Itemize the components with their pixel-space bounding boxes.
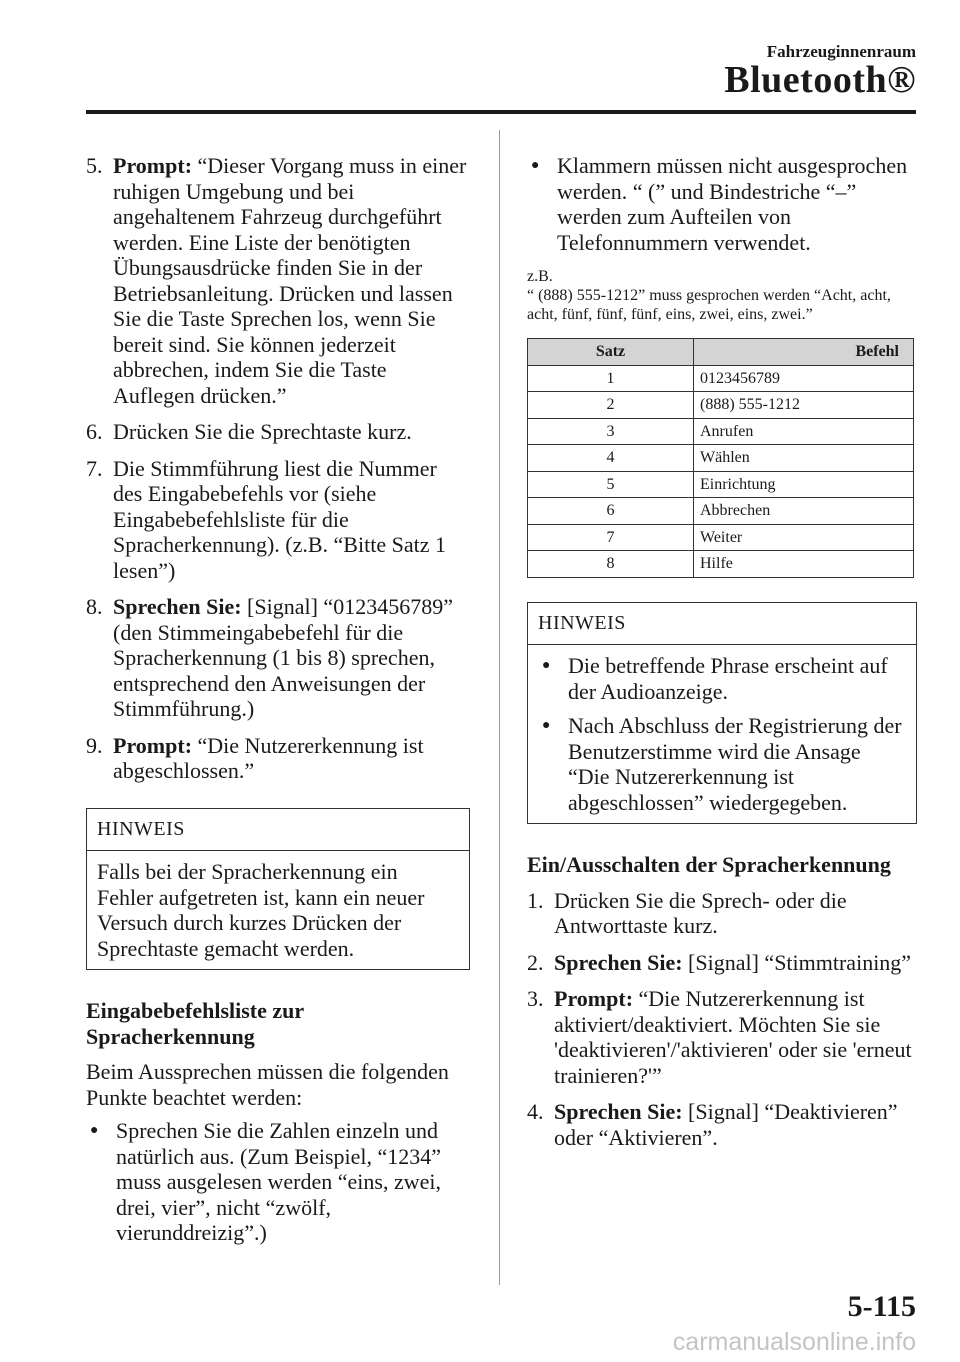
step-text: “Dieser Vorgang muss in einer ruhigen Umgebung und bei angehaltenem Fahrzeug durchgeführt werden. Eine Liste der benötigten Übungsausdrücke finden Sie in der Betriebsanleitung. Drücken und lassen Sie die Taste Sprechen los, wenn Sie bereit sind. Sie können jederzeit abbrechen, indem Sie die Taste Auflegen drücken.” bbox=[113, 153, 467, 408]
step-number: 1. bbox=[527, 887, 544, 913]
step-text: Drücken Sie die Sprech- oder die Antworttaste kurz. bbox=[554, 887, 847, 938]
note-title: HINWEIS bbox=[528, 603, 916, 646]
table-cell-satz: 4 bbox=[528, 445, 694, 472]
note-box bbox=[86, 808, 470, 971]
step-1 bbox=[527, 888, 917, 939]
table-row bbox=[528, 524, 914, 551]
table-row bbox=[528, 365, 914, 392]
table-cell-befehl: (888) 555-1212 bbox=[694, 392, 914, 419]
step-4 bbox=[527, 1099, 917, 1150]
table-cell-befehl: Abbrechen bbox=[694, 498, 914, 525]
table-cell-befehl: Hilfe bbox=[694, 551, 914, 578]
table-row bbox=[528, 551, 914, 578]
table-cell-befehl: 0123456789 bbox=[694, 365, 914, 392]
step-8 bbox=[86, 594, 470, 722]
step-number: 6. bbox=[86, 419, 103, 444]
bullet-item bbox=[86, 1118, 470, 1246]
right-column bbox=[527, 153, 917, 1161]
step-2 bbox=[527, 950, 917, 976]
bullet-text: Klammern müssen nicht ausgesprochen werden. “ (” und Bindestriche “–” werden zum Aufteilen von Telefonnummern verwendet. bbox=[557, 153, 908, 255]
step-number: 7. bbox=[86, 455, 103, 481]
example-text: “ (888) 555-1212” muss gesprochen werden “Acht, acht, acht, fünf, fünf, fünf, eins, zwei, eins, zwei.” bbox=[527, 287, 891, 323]
page-number: 5-115 bbox=[847, 1290, 916, 1323]
step-keyword: Prompt: bbox=[554, 986, 634, 1011]
step-keyword: Sprechen Sie: bbox=[113, 594, 242, 619]
step-number: 9. bbox=[86, 732, 103, 758]
table-cell-satz: 6 bbox=[528, 498, 694, 525]
step-9 bbox=[86, 733, 470, 784]
table-row bbox=[528, 498, 914, 525]
example-block bbox=[527, 267, 917, 324]
table-header-satz: Satz bbox=[528, 339, 694, 366]
note-bullet bbox=[538, 653, 906, 704]
step-number: 8. bbox=[86, 594, 103, 619]
bullet-text: Nach Abschluss der Registrierung der Benutzerstimme wird die Ansage “Die Nutzererkennung ist abgeschlossen” wiedergegeben. bbox=[568, 713, 902, 815]
step-keyword: Sprechen Sie: bbox=[554, 949, 683, 975]
section-heading: Ein/Ausschalten der Spracherkennung bbox=[527, 852, 891, 877]
step-number: 4. bbox=[527, 1099, 544, 1124]
step-text: Die Stimmführung liest die Nummer des Eingabebefehls vor (siehe Eingabebefehlsliste für die Spracherkennung). (z.B. “Bitte Satz 1 lesen”) bbox=[113, 455, 446, 583]
bullet-icon: ● bbox=[90, 1123, 99, 1138]
left-column bbox=[86, 153, 470, 1255]
table-cell-satz: 5 bbox=[528, 471, 694, 498]
header-rule bbox=[86, 110, 916, 114]
bullet-text: Sprechen Sie die Zahlen einzeln und natürlich aus. (Zum Beispiel, “1234” muss ausgelesen werden “eins, zwei, drei, vier”, nicht “zwölf, vierunddreizig”.) bbox=[116, 1118, 442, 1245]
table-cell-befehl: Anrufen bbox=[694, 418, 914, 445]
command-table bbox=[527, 338, 914, 578]
bullet-text: Die betreffende Phrase erscheint auf der Audioanzeige. bbox=[568, 653, 888, 704]
step-3 bbox=[527, 986, 917, 1088]
table-cell-befehl: Weiter bbox=[694, 524, 914, 551]
column-divider bbox=[499, 130, 500, 1285]
step-text: [Signal] “0123456789” (den Stimmeingabebefehl für die Spracherkennung (1 bis 8) sprechen, entsprechend den Anweisungen der Stimmführung.) bbox=[113, 594, 453, 721]
bullet-icon: ● bbox=[542, 718, 551, 733]
table-cell-satz: 2 bbox=[528, 392, 694, 419]
step-5 bbox=[86, 153, 470, 408]
table-row bbox=[528, 471, 914, 498]
section-label: Fahrzeuginnenraum bbox=[766, 42, 916, 61]
step-text: [Signal] “Deaktivieren” oder “Aktivieren”. bbox=[554, 1099, 898, 1150]
note-box bbox=[527, 602, 917, 825]
step-number: 2. bbox=[527, 949, 544, 975]
step-number: 3. bbox=[527, 986, 544, 1011]
table-cell-satz: 8 bbox=[528, 551, 694, 578]
intro-paragraph: Beim Aussprechen müssen die folgenden Punkte beachtet werden: bbox=[86, 1059, 449, 1110]
step-number: 5. bbox=[86, 153, 103, 178]
table-cell-satz: 3 bbox=[528, 418, 694, 445]
step-text: Drücken Sie die Sprechtaste kurz. bbox=[113, 419, 412, 444]
table-cell-befehl: Einrichtung bbox=[694, 471, 914, 498]
step-text: “Die Nutzererkennung ist aktiviert/deaktiviert. Möchten Sie sie 'deaktivieren'/'aktivieren' oder sie 'erneut trainieren?'” bbox=[554, 986, 912, 1088]
step-keyword: Sprechen Sie: bbox=[554, 1099, 683, 1124]
bullet-item bbox=[527, 153, 917, 255]
table-row bbox=[528, 445, 914, 472]
page-title: Bluetooth® bbox=[724, 59, 916, 101]
step-text: [Signal] “Stimmtraining” bbox=[682, 949, 912, 975]
table-cell-satz: 7 bbox=[528, 524, 694, 551]
section-heading: Eingabebefehlsliste zur Spracherkennung bbox=[86, 998, 304, 1049]
watermark: carmanualsonline.info bbox=[672, 1328, 916, 1356]
table-row bbox=[528, 392, 914, 419]
step-7 bbox=[86, 456, 470, 584]
table-header-befehl: Befehl bbox=[694, 339, 914, 366]
note-body bbox=[528, 645, 916, 823]
note-text: Falls bei der Spracherkennung ein Fehler aufgetreten ist, kann ein neuer Versuch durch kurzes Drücken der Sprechtaste gemacht werden. bbox=[97, 859, 425, 961]
note-title: HINWEIS bbox=[87, 809, 469, 852]
bullet-icon: ● bbox=[531, 158, 540, 173]
step-text: “Die Nutzererkennung ist abgeschlossen.” bbox=[113, 732, 424, 783]
table-cell-befehl: Wählen bbox=[694, 445, 914, 472]
example-label: z.B. bbox=[527, 268, 553, 285]
bullet-icon: ● bbox=[542, 658, 551, 673]
step-6 bbox=[86, 419, 470, 445]
table-row bbox=[528, 418, 914, 445]
table-header-row bbox=[528, 339, 914, 366]
table-cell-satz: 1 bbox=[528, 365, 694, 392]
step-keyword: Prompt: bbox=[113, 153, 193, 178]
step-keyword: Prompt: bbox=[113, 732, 193, 758]
note-bullet bbox=[538, 713, 906, 815]
